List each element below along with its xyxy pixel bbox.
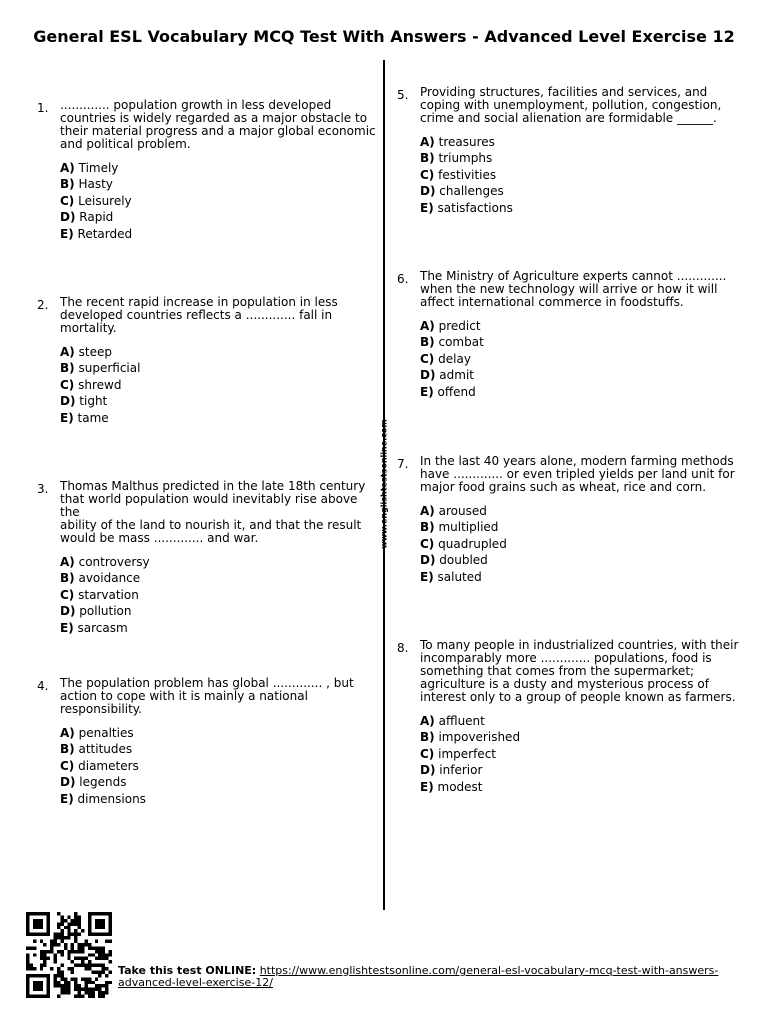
answer-option: [60, 176, 380, 192]
answer-option: [420, 384, 740, 400]
answer-option: [420, 150, 740, 166]
answer-option: [420, 746, 740, 762]
question-text: Providing structures, facilities and services, and coping with unemployment, pollution, congestion, crime and social alienation are formidable ______.: [420, 85, 722, 125]
answer-option: [60, 554, 380, 570]
option-letter: E): [60, 620, 74, 635]
answer-option: [60, 603, 380, 619]
option-text: delay: [438, 351, 471, 366]
page-title: General ESL Vocabulary MCQ Test With Answers - Advanced Level Exercise 12: [33, 27, 735, 46]
question-text: To many people in industrialized countries, with their incomparably more ............. populations, food is something that comes from the supermarket; agriculture is a dusty and mysterious process of interest only to a group of people known as farmers.: [420, 638, 739, 704]
option-letter: B): [60, 361, 75, 376]
option-letter: A): [420, 319, 435, 333]
option-letter: B): [60, 177, 75, 192]
question-number: 1.: [37, 101, 49, 115]
answer-options: [60, 725, 380, 807]
answer-option: [60, 620, 380, 636]
option-letter: C): [420, 351, 435, 366]
question-1: [37, 98, 380, 242]
answer-options: [420, 713, 740, 795]
option-text: avoidance: [78, 571, 141, 586]
option-text: legends: [79, 775, 127, 790]
question-2: [37, 295, 380, 426]
option-text: Hasty: [78, 177, 113, 192]
option-letter: C): [60, 193, 75, 208]
answer-option: [420, 762, 740, 778]
option-text: steep: [78, 345, 112, 359]
option-text: tame: [77, 410, 109, 425]
option-text: offend: [437, 384, 476, 399]
question-text: Thomas Malthus predicted in the late 18th century that world population would inevitably rise above the ability of the land to nourish it, and that the result would be mass ............. and war.: [60, 479, 366, 545]
option-text: challenges: [439, 184, 504, 199]
option-text: imperfect: [438, 746, 496, 761]
side-watermark-url: www.englishtestsonline.com: [379, 419, 389, 549]
question-3: [37, 479, 380, 636]
option-letter: D): [60, 394, 76, 409]
option-letter: D): [60, 775, 76, 790]
option-text: diameters: [78, 758, 139, 773]
answer-option: [60, 193, 380, 209]
option-text: Timely: [78, 161, 119, 175]
option-text: shrewd: [78, 377, 122, 392]
option-text: sarcasm: [77, 620, 128, 635]
question-text: In the last 40 years alone, modern farming methods have ............. or even tripled yields per land unit for major food grains such as wheat, rice and corn.: [420, 454, 735, 494]
option-letter: E): [420, 779, 434, 794]
option-text: penalties: [78, 726, 134, 740]
option-letter: E): [420, 569, 434, 584]
answer-option: [420, 351, 740, 367]
option-text: impoverished: [438, 730, 521, 745]
answer-option: [420, 713, 740, 729]
footer-test-link[interactable]: https://www.englishtestsonline.com/general-esl-vocabulary-mcq-test-with-answers-advanced-level-exercise-12/: [118, 964, 719, 989]
option-letter: A): [420, 504, 435, 518]
option-text: doubled: [439, 553, 488, 568]
answer-option: [60, 209, 380, 225]
answer-option: [60, 344, 380, 360]
question-number: 6.: [397, 272, 409, 286]
answer-option: [420, 729, 740, 745]
answer-option: [60, 774, 380, 790]
answer-options: [420, 318, 740, 400]
answer-options: [420, 503, 740, 585]
option-text: pollution: [79, 604, 132, 619]
option-letter: E): [420, 200, 434, 215]
option-letter: C): [420, 536, 435, 551]
option-letter: D): [420, 368, 436, 383]
question-number: 3.: [37, 482, 49, 496]
question-number: 8.: [397, 641, 409, 655]
option-text: aroused: [438, 504, 487, 518]
option-letter: A): [60, 161, 75, 175]
option-text: attitudes: [78, 742, 133, 757]
option-letter: B): [420, 151, 435, 166]
option-text: Rapid: [79, 210, 114, 225]
question-number: 7.: [397, 457, 409, 471]
option-letter: E): [60, 410, 74, 425]
option-text: starvation: [78, 587, 139, 602]
answer-option: [420, 183, 740, 199]
option-text: inferior: [439, 763, 483, 778]
answer-option: [60, 226, 380, 242]
option-text: predict: [438, 319, 481, 333]
question-number: 5.: [397, 88, 409, 102]
option-letter: E): [60, 226, 74, 241]
answer-option: [420, 519, 740, 535]
answer-option: [420, 569, 740, 585]
question-4: [37, 676, 380, 807]
option-letter: A): [60, 555, 75, 569]
footer-label: Take this test ONLINE:: [118, 964, 257, 977]
footer: [118, 965, 758, 989]
option-letter: E): [60, 791, 74, 806]
option-letter: D): [420, 553, 436, 568]
answer-option: [60, 360, 380, 376]
answer-option: [420, 552, 740, 568]
option-letter: A): [60, 345, 75, 359]
question-text: The recent rapid increase in population in less developed countries reflects a ............. fall in mortality.: [60, 295, 338, 335]
option-text: superficial: [78, 361, 141, 376]
answer-option: [420, 167, 740, 183]
option-letter: B): [60, 742, 75, 757]
option-text: Leisurely: [78, 193, 132, 208]
option-text: treasures: [438, 135, 495, 149]
question-8: [397, 638, 740, 795]
option-letter: C): [60, 758, 75, 773]
option-text: dimensions: [77, 791, 146, 806]
option-letter: B): [420, 520, 435, 535]
answer-option: [60, 410, 380, 426]
option-letter: D): [60, 210, 76, 225]
option-letter: B): [420, 730, 435, 745]
qr-code-icon: [24, 912, 114, 998]
answer-option: [420, 503, 740, 519]
option-letter: A): [420, 714, 435, 728]
option-text: saluted: [437, 569, 482, 584]
option-text: festivities: [438, 167, 497, 182]
option-letter: D): [420, 184, 436, 199]
option-text: tight: [79, 394, 108, 409]
option-letter: B): [60, 571, 75, 586]
answer-option: [420, 536, 740, 552]
option-text: quadrupled: [438, 536, 507, 551]
answer-options: [60, 344, 380, 426]
answer-option: [60, 725, 380, 741]
option-text: controversy: [78, 555, 150, 569]
option-letter: B): [420, 335, 435, 350]
option-text: combat: [438, 335, 484, 350]
option-letter: D): [60, 604, 76, 619]
option-text: admit: [439, 368, 474, 383]
answer-option: [60, 741, 380, 757]
answer-option: [60, 160, 380, 176]
answer-option: [60, 587, 380, 603]
answer-option: [420, 779, 740, 795]
question-text: The Ministry of Agriculture experts cannot ............. when the new technology will arrive or how it will affect international commerce in foodstuffs.: [420, 269, 727, 309]
question-text: The population problem has global ............. , but action to cope with it is mainly a national responsibility.: [60, 676, 354, 716]
answer-option: [420, 318, 740, 334]
question-7: [397, 454, 740, 585]
option-letter: E): [420, 384, 434, 399]
answer-option: [60, 758, 380, 774]
option-letter: C): [420, 746, 435, 761]
answer-option: [60, 377, 380, 393]
answer-option: [60, 570, 380, 586]
option-letter: C): [420, 167, 435, 182]
question-6: [397, 269, 740, 400]
question-5: [397, 85, 740, 216]
answer-option: [420, 334, 740, 350]
question-text: ............. population growth in less developed countries is widely regarded as a major obstacle to their material progress and a major global economic and political problem.: [60, 98, 376, 151]
option-letter: A): [420, 135, 435, 149]
answer-options: [420, 134, 740, 216]
option-letter: C): [60, 587, 75, 602]
answer-options: [60, 160, 380, 242]
answer-options: [60, 554, 380, 636]
option-text: modest: [437, 779, 483, 794]
answer-option: [420, 367, 740, 383]
option-text: satisfactions: [437, 200, 513, 215]
question-number: 4.: [37, 679, 49, 693]
answer-option: [60, 791, 380, 807]
option-text: affluent: [438, 714, 485, 728]
answer-option: [420, 200, 740, 216]
option-letter: A): [60, 726, 75, 740]
answer-option: [420, 134, 740, 150]
option-text: Retarded: [77, 226, 133, 241]
option-text: triumphs: [438, 151, 493, 166]
option-letter: C): [60, 377, 75, 392]
option-text: multiplied: [438, 520, 499, 535]
question-number: 2.: [37, 298, 49, 312]
answer-option: [60, 393, 380, 409]
option-letter: D): [420, 763, 436, 778]
